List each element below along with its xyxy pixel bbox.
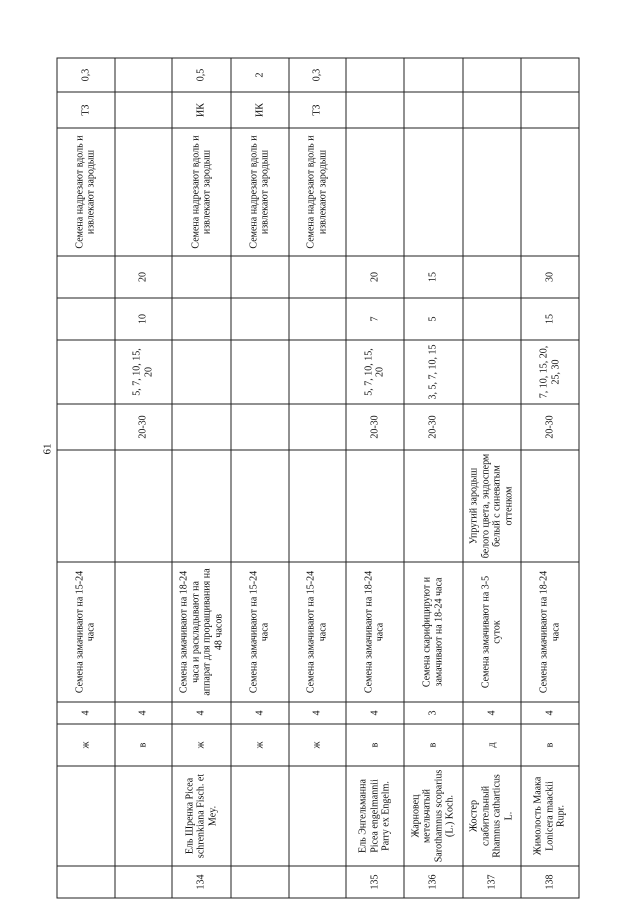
cell-concentration: 2 [231, 58, 289, 92]
cell-embryo-prep [521, 128, 579, 256]
table-row [172, 58, 231, 898]
cell-method: в [346, 724, 404, 766]
cell-temperature: 20-30 [521, 404, 579, 450]
cell-preparation: Семена замачивают на 15-24 часа [231, 562, 289, 702]
cell-germination-day: 30 [521, 256, 579, 298]
table-row [289, 58, 347, 898]
cell-count-days [57, 340, 115, 404]
cell-number: 134 [172, 866, 231, 898]
cell-germination-day [231, 256, 289, 298]
cell-count-days: 5, 7, 10, 15, 20 [115, 340, 173, 404]
cell-viability-criteria [57, 450, 115, 562]
cell-concentration [115, 58, 173, 92]
cell-preparation: Семена замачивают на 15-24 часа [289, 562, 347, 702]
cell-species: Ель Шренка Picea schrenkiana Fisch. et Mey. [172, 766, 231, 866]
cell-temperature: 20-30 [346, 404, 404, 450]
cell-concentration [404, 58, 463, 92]
cell-energy-day [289, 298, 347, 340]
cell-species: Жимолость Маака Lonicera maackii Rupr. [521, 766, 579, 866]
cell-concentration [463, 58, 522, 92]
cell-stain [404, 92, 463, 128]
cell-embryo-prep: Семена надрезают вдоль и извлекают зародыш [57, 128, 115, 256]
cell-number: 136 [404, 866, 463, 898]
cell-replicates: 3 [404, 702, 463, 724]
cell-species [289, 766, 347, 866]
cell-number [57, 866, 115, 898]
cell-count-days [463, 340, 522, 404]
cell-stain: ТЗ [57, 92, 115, 128]
cell-stain [521, 92, 579, 128]
cell-method: в [115, 724, 173, 766]
cell-stain: ИК [172, 92, 231, 128]
cell-temperature [57, 404, 115, 450]
cell-concentration: 0,3 [289, 58, 347, 92]
cell-germination-day: 15 [404, 256, 463, 298]
cell-stain [115, 92, 173, 128]
cell-germination-day [289, 256, 347, 298]
cell-species: Ель Энгельманна Picea engelmannii Parry ex Engelm. [346, 766, 404, 866]
cell-species: Жостер слабительный Rhamnus catharticus L. [463, 766, 522, 866]
cell-method: ж [289, 724, 347, 766]
cell-method: ж [172, 724, 231, 766]
rotated-table-container [57, 59, 580, 899]
cell-species [115, 766, 173, 866]
cell-viability-criteria [521, 450, 579, 562]
cell-viability-criteria [115, 450, 173, 562]
cell-germination-day [57, 256, 115, 298]
cell-temperature [289, 404, 347, 450]
cell-embryo-prep [404, 128, 463, 256]
cell-count-days: 3, 5, 7, 10, 15 [404, 340, 463, 404]
cell-count-days [289, 340, 347, 404]
cell-replicates: 4 [115, 702, 173, 724]
cell-embryo-prep: Семена надрезают вдоль и извлекают зародыш [289, 128, 347, 256]
cell-stain: ИК [231, 92, 289, 128]
cell-embryo-prep [346, 128, 404, 256]
cell-count-days [231, 340, 289, 404]
page-number: 61 [41, 443, 54, 455]
table-row [57, 58, 115, 898]
cell-number: 135 [346, 866, 404, 898]
cell-count-days: 7, 10, 15, 20, 25, 30 [521, 340, 579, 404]
cell-preparation: Семена замачивают на 18-24 часа [346, 562, 404, 702]
cell-replicates: 4 [521, 702, 579, 724]
table-row [115, 58, 173, 898]
cell-number [289, 866, 347, 898]
cell-species [231, 766, 289, 866]
cell-temperature [172, 404, 231, 450]
cell-species: Жарновец метельчатый Sarothamnus scoparius (L.) Koch. [404, 766, 463, 866]
cell-preparation: Семена замачивают на 15-24 часа [57, 562, 115, 702]
cell-viability-criteria [346, 450, 404, 562]
cell-number: 137 [463, 866, 522, 898]
cell-concentration: 0,3 [57, 58, 115, 92]
cell-replicates: 4 [346, 702, 404, 724]
cell-temperature [231, 404, 289, 450]
cell-stain [346, 92, 404, 128]
cell-concentration: 0,5 [172, 58, 231, 92]
cell-number [115, 866, 173, 898]
cell-stain [463, 92, 522, 128]
table-row [231, 58, 289, 898]
cell-energy-day [231, 298, 289, 340]
cell-replicates: 4 [463, 702, 522, 724]
cell-preparation [115, 562, 173, 702]
cell-germination-day: 20 [115, 256, 173, 298]
cell-temperature: 20-30 [404, 404, 463, 450]
cell-concentration [346, 58, 404, 92]
cell-method: в [404, 724, 463, 766]
cell-germination-day: 20 [346, 256, 404, 298]
cell-count-days [172, 340, 231, 404]
cell-method: в [521, 724, 579, 766]
cell-replicates: 4 [231, 702, 289, 724]
table-row [404, 58, 463, 898]
cell-viability-criteria [172, 450, 231, 562]
cell-replicates: 4 [172, 702, 231, 724]
cell-concentration [521, 58, 579, 92]
cell-embryo-prep: Семена надрезают вдоль и извлекают зародыш [231, 128, 289, 256]
cell-energy-day [57, 298, 115, 340]
cell-preparation: Семена замачивают на 18-24 часа и раскладывают на аппарат для проращивания на 48 часов [172, 562, 231, 702]
cell-energy-day: 7 [346, 298, 404, 340]
cell-viability-criteria [404, 450, 463, 562]
cell-germination-day [172, 256, 231, 298]
cell-germination-day [463, 256, 522, 298]
cell-number [231, 866, 289, 898]
cell-count-days: 5, 7, 10, 15, 20 [346, 340, 404, 404]
cell-species [57, 766, 115, 866]
cell-energy-day: 5 [404, 298, 463, 340]
seed-testing-table [57, 58, 580, 899]
cell-replicates: 4 [289, 702, 347, 724]
cell-energy-day [463, 298, 522, 340]
cell-method: ж [57, 724, 115, 766]
cell-temperature [463, 404, 522, 450]
table-row [521, 58, 579, 898]
cell-method: д [463, 724, 522, 766]
cell-energy-day [172, 298, 231, 340]
cell-embryo-prep: Семена надрезают вдоль и извлекают зародыш [172, 128, 231, 256]
cell-temperature: 20-30 [115, 404, 173, 450]
cell-viability-criteria: Упругий зародыш белого цвета, эндосперм белый с синеватым оттенком [463, 450, 522, 562]
table-row [463, 58, 522, 898]
cell-embryo-prep [463, 128, 522, 256]
cell-number: 138 [521, 866, 579, 898]
cell-preparation: Семена замачивают на 3-5 суток [463, 562, 522, 702]
cell-method: ж [231, 724, 289, 766]
cell-stain: ТЗ [289, 92, 347, 128]
cell-replicates: 4 [57, 702, 115, 724]
cell-energy-day: 10 [115, 298, 173, 340]
cell-preparation: Семена скарифицируют и замачивают на 18-24 часа [404, 562, 463, 702]
cell-preparation: Семена замачивают на 18-24 часа [521, 562, 579, 702]
cell-embryo-prep [115, 128, 173, 256]
cell-viability-criteria [289, 450, 347, 562]
cell-viability-criteria [231, 450, 289, 562]
cell-energy-day: 15 [521, 298, 579, 340]
table-row [346, 58, 404, 898]
